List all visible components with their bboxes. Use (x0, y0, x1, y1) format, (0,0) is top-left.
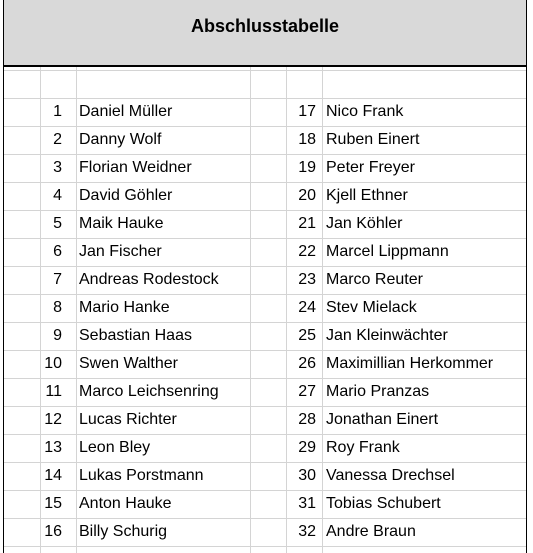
player-name-cell: Maik Hauke (79, 215, 164, 232)
player-name-cell: Anton Hauke (79, 495, 172, 512)
player-name-cell: David Göhler (79, 187, 173, 204)
rank-cell: 13 (44, 439, 62, 456)
player-name-cell: Mario Hanke (79, 299, 170, 316)
table-header (4, 0, 526, 67)
player-name-cell: Jan Köhler (326, 215, 403, 232)
rank-cell: 3 (53, 159, 62, 176)
rank-cell: 2 (53, 131, 62, 148)
rank-cell: 7 (53, 271, 62, 288)
player-name-cell: Billy Schurig (79, 523, 168, 540)
rank-cell: 12 (44, 411, 62, 428)
rank-cell: 14 (44, 467, 62, 484)
rank-cell: 22 (298, 243, 316, 260)
rank-cell: 11 (45, 383, 62, 400)
player-name-cell: Tobias Schubert (326, 495, 441, 512)
rank-cell: 6 (53, 243, 62, 260)
rank-cell: 15 (44, 495, 62, 512)
player-name-cell: Jan Fischer (79, 243, 162, 260)
player-name-cell: Daniel Müller (79, 103, 173, 120)
rank-cell: 5 (53, 215, 62, 232)
rank-cell: 20 (298, 187, 316, 204)
rank-cell: 32 (298, 523, 316, 540)
player-name-cell: Kjell Ethner (326, 187, 408, 204)
player-name-cell: Danny Wolf (79, 131, 162, 148)
grid-column-line (76, 67, 77, 553)
player-name-cell: Jan Kleinwächter (326, 327, 448, 344)
player-name-cell: Sebastian Haas (79, 327, 192, 344)
rank-cell: 31 (298, 495, 316, 512)
player-name-cell: Maximillian Herkommer (326, 355, 494, 372)
rank-cell: 16 (44, 523, 62, 540)
player-name-cell: Roy Frank (326, 439, 400, 456)
rank-cell: 21 (298, 215, 316, 232)
player-name-cell: Lukas Porstmann (79, 467, 204, 484)
player-name-cell: Jonathan Einert (326, 411, 439, 428)
player-name-cell: Nico Frank (326, 103, 404, 120)
standings-grid (4, 67, 526, 553)
player-name-cell: Marco Leichsenring (79, 383, 219, 400)
player-name-cell: Andre Braun (326, 523, 416, 540)
rank-cell: 4 (53, 187, 62, 204)
grid-row-line (4, 546, 526, 547)
spreadsheet (3, 0, 527, 553)
rank-cell: 26 (298, 355, 316, 372)
player-name-cell: Leon Bley (79, 439, 151, 456)
player-name-cell: Peter Freyer (326, 159, 415, 176)
player-name-cell: Stev Mielack (326, 299, 417, 316)
rank-cell: 29 (298, 439, 316, 456)
rank-cell: 30 (298, 467, 316, 484)
grid-column-line (250, 67, 251, 553)
player-name-cell: Marcel Lippmann (326, 243, 449, 260)
player-name-cell: Florian Weidner (79, 159, 192, 176)
grid-row-line (4, 70, 526, 71)
rank-cell: 24 (298, 299, 316, 316)
page-title: Abschlusstabelle (190, 16, 340, 36)
rank-cell: 8 (53, 299, 62, 316)
rank-cell: 19 (298, 159, 316, 176)
rank-cell: 25 (298, 327, 316, 344)
player-name-cell: Mario Pranzas (326, 383, 430, 400)
player-name-cell: Vanessa Drechsel (326, 467, 455, 484)
rank-cell: 10 (44, 355, 62, 372)
rank-cell: 17 (298, 103, 316, 120)
player-name-cell: Swen Walther (79, 355, 178, 372)
rank-cell: 1 (53, 103, 62, 120)
rank-cell: 23 (298, 271, 316, 288)
rank-cell: 28 (298, 411, 316, 428)
rank-cell: 9 (53, 327, 62, 344)
player-name-cell: Marco Reuter (326, 271, 423, 288)
rank-cell: 18 (298, 131, 316, 148)
player-name-cell: Ruben Einert (326, 131, 420, 148)
rank-cell: 27 (298, 383, 316, 400)
player-name-cell: Andreas Rodestock (79, 271, 219, 288)
player-name-cell: Lucas Richter (79, 411, 177, 428)
grid-column-line (322, 67, 323, 553)
